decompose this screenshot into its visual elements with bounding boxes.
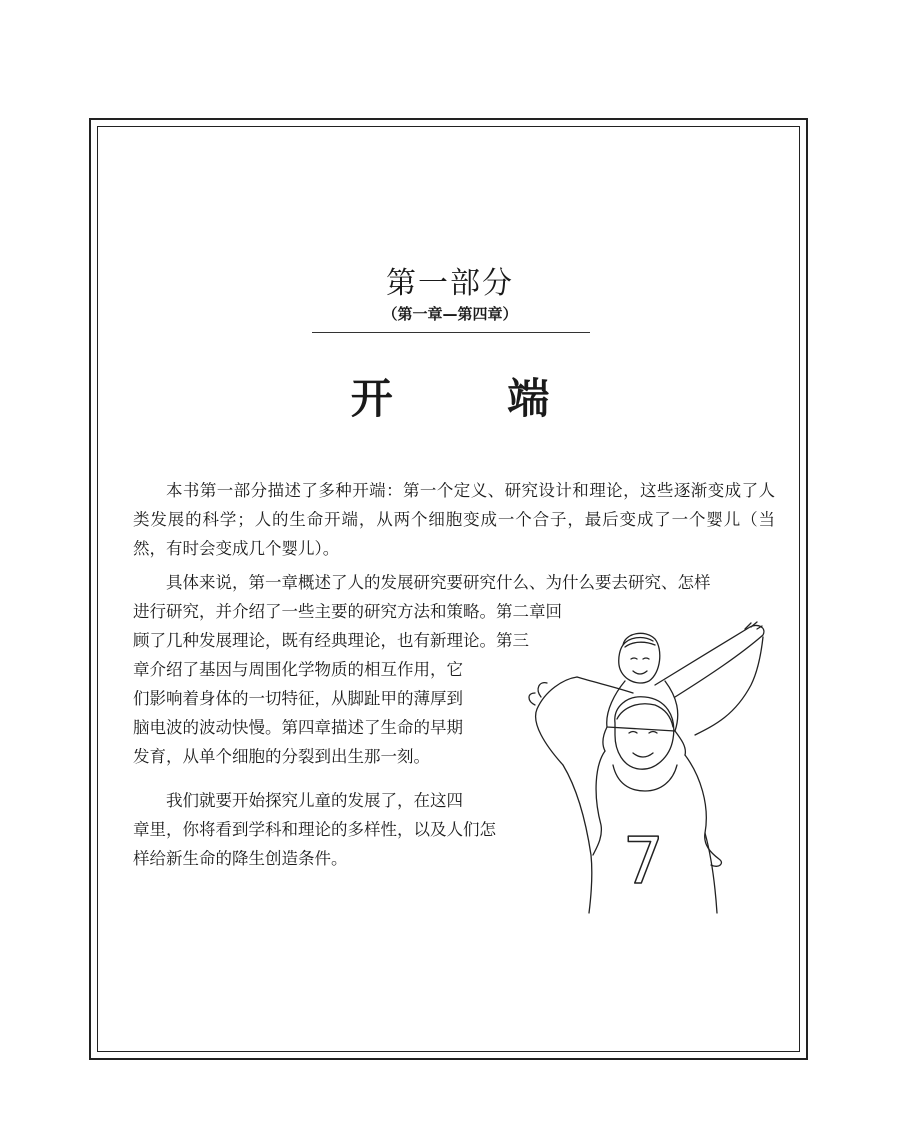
paragraph-line: 章里，你将看到学科和理论的多样性，以及人们怎: [133, 820, 496, 839]
jersey-number: 7: [623, 825, 664, 899]
paragraph-line: 顾了几种发展理论，既有经典理论，也有新理论。第三: [133, 631, 529, 650]
paragraph-line: 章介绍了基因与周围化学物质的相互作用，它: [133, 660, 463, 679]
main-title: 开 端: [350, 374, 600, 423]
part-subtitle: （第一章—第四章）: [382, 305, 518, 323]
paragraph-line: 具体来说，第一章概述了人的发展研究要研究什么、为什么要去研究、怎样: [166, 573, 711, 592]
paragraph-line: 发育，从单个细胞的分裂到出生那一刻。: [133, 747, 430, 766]
paragraph-line: 们影响着身体的一切特征，从脚趾甲的薄厚到: [133, 689, 463, 708]
paragraph-line: 我们就要开始探究儿童的发展了，在这四: [166, 791, 463, 810]
part-title: 第一部分: [386, 266, 514, 301]
paragraph-line: 样给新生命的降生创造条件。: [133, 849, 348, 868]
closing-paragraph: [133, 786, 553, 873]
intro-paragraph: 本书第一部分描述了多种开端：第一个定义、研究设计和理论，这些逐渐变成了人类发展的科学；人的生命开端，从两个细胞变成一个合子，最后变成了一个婴儿（当然，有时会变成几个婴儿）。: [133, 481, 775, 558]
paragraph-line: 脑电波的波动快慢。第四章描述了生命的早期: [133, 718, 463, 737]
father-child-illustration: [505, 615, 790, 915]
paragraph-line: 进行研究，并介绍了一些主要的研究方法和策略。第二章回: [133, 602, 562, 621]
title-divider: [312, 332, 590, 333]
